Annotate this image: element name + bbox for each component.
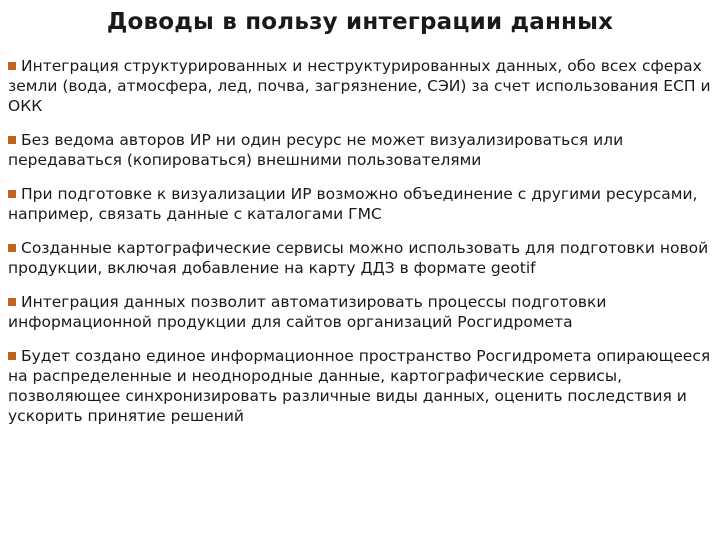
- bullet-text: Интеграция данных позволит автоматизировать процессы подготовки информационной продукции для сайтов организаций Росгидромета: [8, 293, 607, 331]
- bullet-item: [8, 130, 714, 170]
- square-bullet-icon: [8, 352, 16, 360]
- square-bullet-icon: [8, 62, 16, 70]
- bullet-text: При подготовке к визуализации ИР возможно объединение с другими ресурсами, например, связать данные с каталогами ГМС: [8, 185, 698, 223]
- slide-title: Доводы в пользу интеграции данных: [106, 9, 614, 35]
- bullet-text: Интеграция структурированных и неструктурированных данных, обо всех сферах земли (вода, атмосфера, лед, почва, загрязнение, СЭИ) за счет использования ЕСП и ОКК: [8, 57, 711, 115]
- bullet-text: Будет создано единое информационное пространство Росгидромета опирающееся на распределенные и неоднородные данные, картографические сервисы, позволяющее синхронизировать различные виды данных, оценить последствия и ускорить принятие решений: [8, 347, 711, 425]
- bullet-item: [8, 292, 714, 332]
- square-bullet-icon: [8, 136, 16, 144]
- square-bullet-icon: [8, 298, 16, 306]
- bullet-text: Без ведома авторов ИР ни один ресурс не может визуализироваться или передаваться (копироваться) внешними пользователями: [8, 131, 624, 169]
- bullet-item: [8, 56, 714, 116]
- bullet-text: Созданные картографические сервисы можно использовать для подготовки новой продукции, включая добавление на карту ДДЗ в формате geotif: [8, 239, 709, 277]
- bullet-list: [8, 56, 714, 440]
- bullet-item: [8, 184, 714, 224]
- square-bullet-icon: [8, 190, 16, 198]
- square-bullet-icon: [8, 244, 16, 252]
- bullet-item: [8, 238, 714, 278]
- bullet-item: [8, 346, 714, 426]
